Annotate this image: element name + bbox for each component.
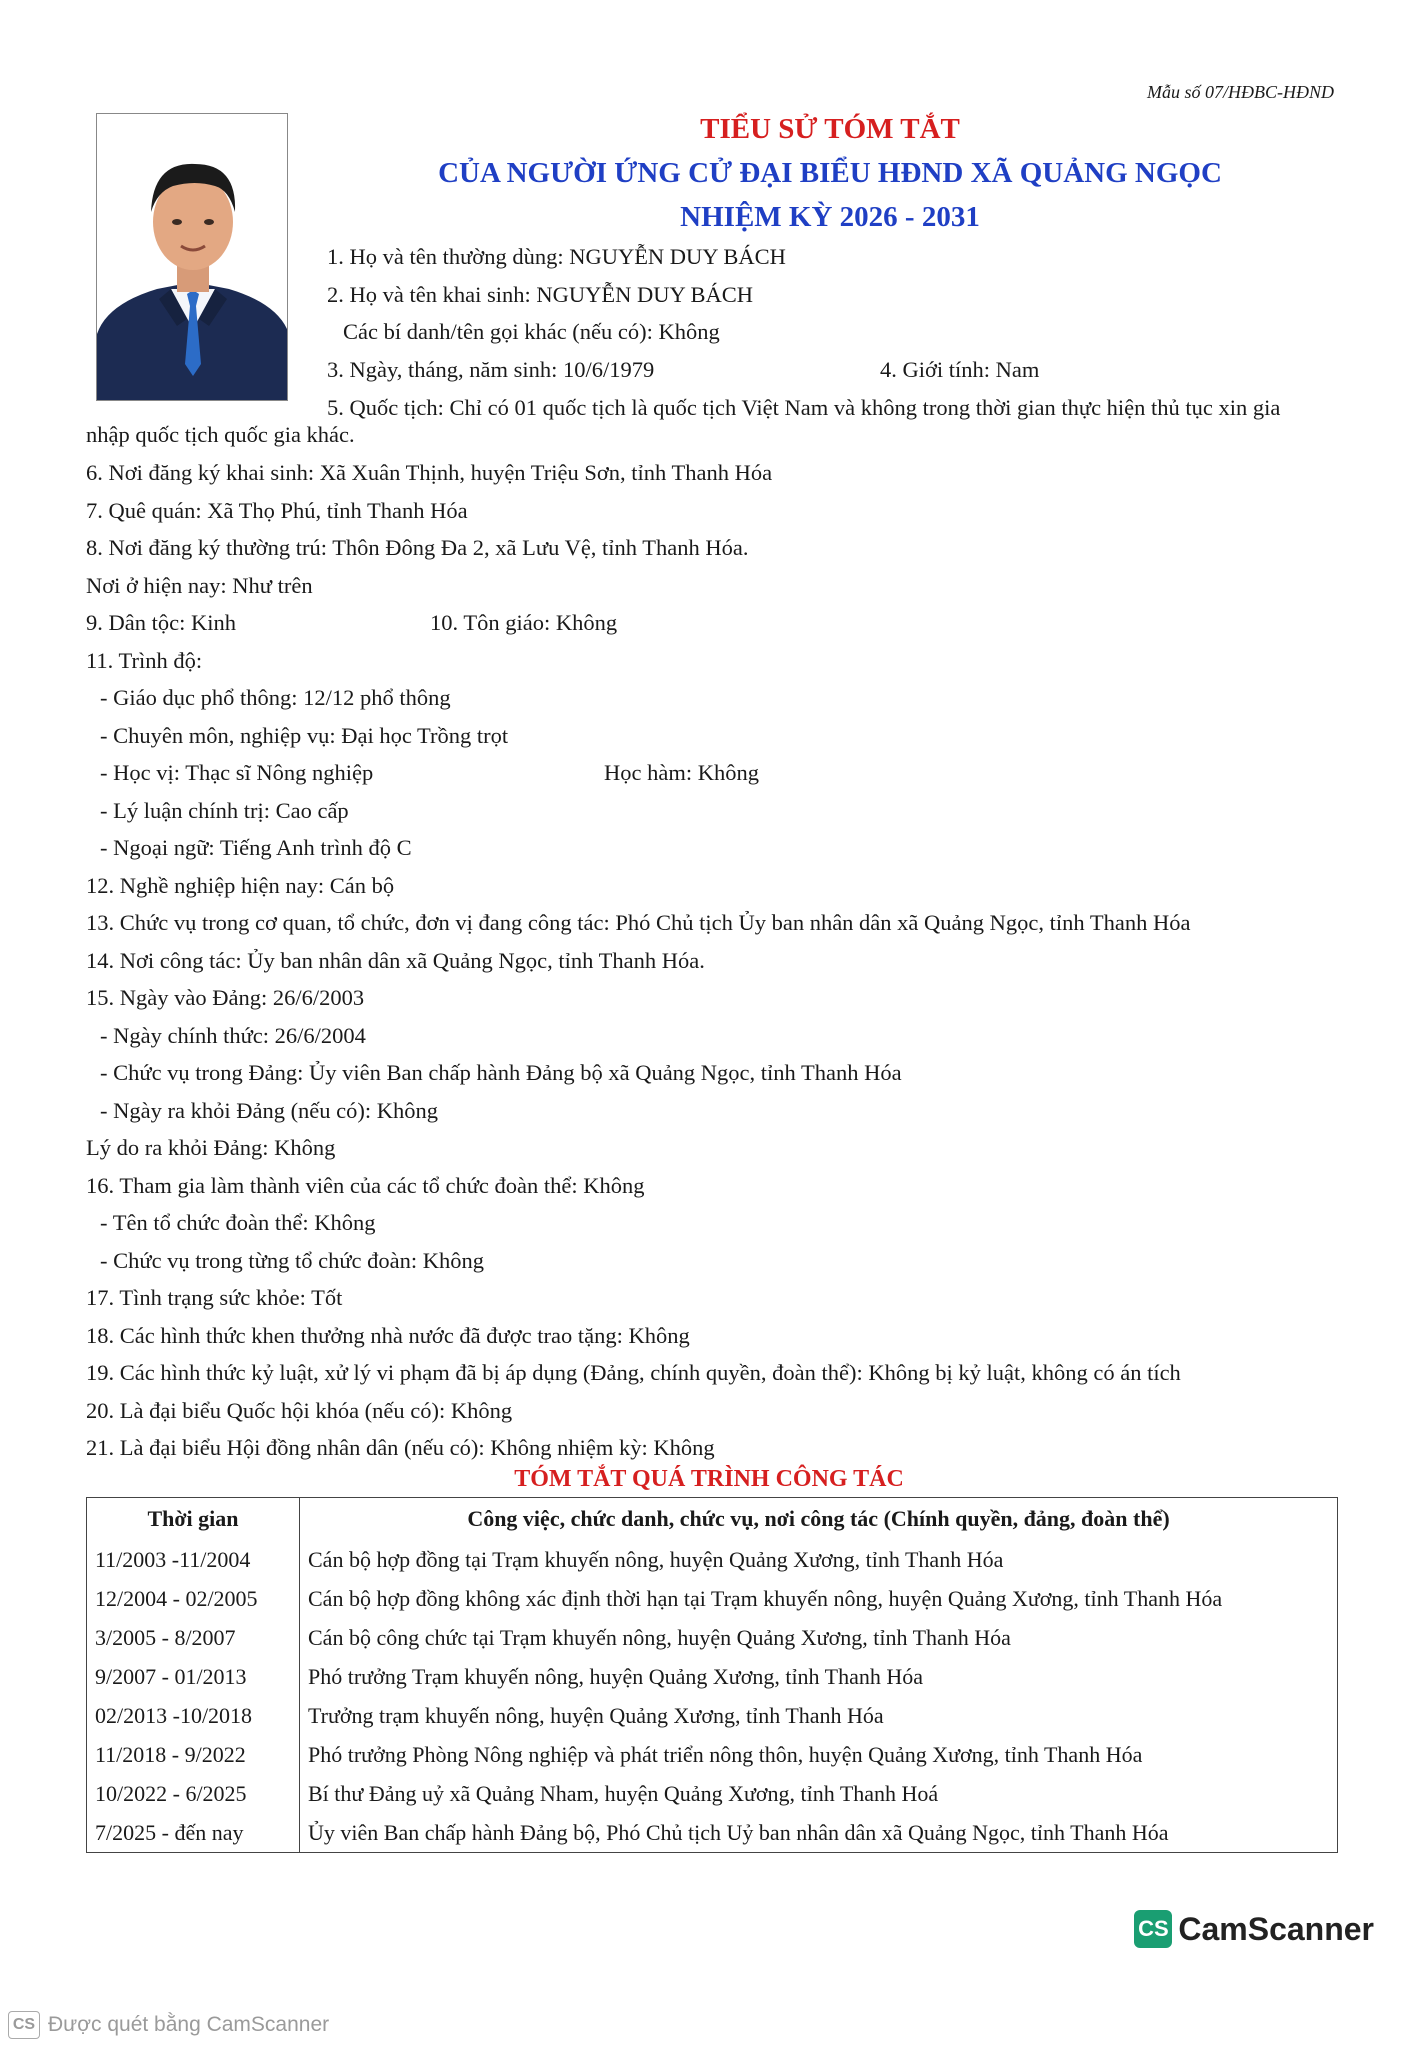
row-time: 11/2018 - 9/2022 bbox=[87, 1735, 300, 1774]
row-time: 10/2022 - 6/2025 bbox=[87, 1774, 300, 1813]
field-organization-name: - Tên tổ chức đoàn thể: Không bbox=[100, 1210, 376, 1235]
field-party-official-date: - Ngày chính thức: 26/6/2004 bbox=[100, 1023, 366, 1048]
field-workplace: 14. Nơi công tác: Ủy ban nhân dân xã Quảng Ngọc, tỉnh Thanh Hóa. bbox=[86, 948, 705, 973]
field-nationality-cont: nhập quốc tịch quốc gia khác. bbox=[86, 422, 355, 447]
row-description: Cán bộ công chức tại Trạm khuyến nông, huyện Quảng Xương, tỉnh Thanh Hóa bbox=[308, 1624, 1011, 1650]
row-description: Cán bộ hợp đồng không xác định thời hạn tại Trạm khuyến nông, huyện Quảng Xương, tỉnh Thanh Hóa bbox=[308, 1585, 1223, 1611]
table-row bbox=[87, 1540, 1338, 1579]
field-party-position: - Chức vụ trong Đảng: Ủy viên Ban chấp hành Đảng bộ xã Quảng Ngọc, tỉnh Thanh Hóa bbox=[100, 1060, 902, 1085]
scan-note-text: Được quét bằng CamScanner bbox=[48, 2013, 330, 2036]
field-birth-date: 3. Ngày, tháng, năm sinh: 10/6/1979 bbox=[327, 357, 655, 382]
form-code: Mẫu số 07/HĐBC-HĐND bbox=[1147, 82, 1334, 102]
camscanner-mini-icon: CS bbox=[8, 2011, 40, 2039]
work-history-table bbox=[86, 1497, 1338, 1853]
field-awards: 18. Các hình thức khen thưởng nhà nước đã được trao tặng: Không bbox=[86, 1323, 690, 1348]
field-party-leave-date: - Ngày ra khỏi Đảng (nếu có): Không bbox=[100, 1098, 439, 1123]
camscanner-logo bbox=[1134, 1910, 1374, 1948]
field-nationality: 5. Quốc tịch: Chỉ có 01 quốc tịch là quốc tịch Việt Nam và không trong thời gian thực hiện thủ tục xin gia bbox=[327, 395, 1281, 420]
field-common-name: 1. Họ và tên thường dùng: NGUYỄN DUY BÁCH bbox=[327, 244, 786, 269]
field-birth-registration: 6. Nơi đăng ký khai sinh: Xã Xuân Thịnh, huyện Triệu Sơn, tỉnh Thanh Hóa bbox=[86, 460, 773, 485]
row-description: Ủy viên Ban chấp hành Đảng bộ, Phó Chủ tịch Uỷ ban nhân dân xã Quảng Ngọc, tỉnh Thanh Hóa bbox=[308, 1819, 1169, 1845]
field-gender: 4. Giới tính: Nam bbox=[880, 357, 1040, 382]
field-organization-position: - Chức vụ trong từng tổ chức đoàn: Không bbox=[100, 1248, 485, 1273]
field-occupation: 12. Nghề nghiệp hiện nay: Cán bộ bbox=[86, 873, 395, 898]
row-time: 12/2004 - 02/2005 bbox=[87, 1579, 300, 1618]
field-organizations: 16. Tham gia làm thành viên của các tổ chức đoàn thể: Không bbox=[86, 1173, 645, 1198]
field-national-assembly: 20. Là đại biểu Quốc hội khóa (nếu có): Không bbox=[86, 1398, 513, 1423]
row-time: 9/2007 - 01/2013 bbox=[87, 1657, 300, 1696]
table-row bbox=[87, 1774, 1338, 1813]
field-specialty: - Chuyên môn, nghiệp vụ: Đại học Trồng trọt bbox=[100, 723, 509, 748]
work-history-title: TÓM TẮT QUÁ TRÌNH CÔNG TÁC bbox=[514, 1466, 904, 1492]
header-description: Công việc, chức danh, chức vụ, nơi công tác (Chính quyền, đảng, đoàn thể) bbox=[467, 1506, 1170, 1531]
scan-note bbox=[8, 2011, 329, 2039]
document-subtitle: CỦA NGƯỜI ỨNG CỬ ĐẠI BIỂU HĐND XÃ QUẢNG NGỌC bbox=[438, 157, 1222, 189]
field-ethnicity: 9. Dân tộc: Kinh bbox=[86, 610, 236, 635]
field-political-theory: - Lý luận chính trị: Cao cấp bbox=[100, 798, 349, 823]
term-title: NHIỆM KỲ 2026 - 2031 bbox=[680, 201, 980, 233]
table-row bbox=[87, 1696, 1338, 1735]
table-row bbox=[87, 1735, 1338, 1774]
field-permanent-residence: 8. Nơi đăng ký thường trú: Thôn Đông Đa 2, xã Lưu Vệ, tỉnh Thanh Hóa. bbox=[86, 535, 749, 560]
row-description: Phó trưởng Phòng Nông nghiệp và phát triển nông thôn, huyện Quảng Xương, tỉnh Thanh Hóa bbox=[308, 1741, 1143, 1767]
field-party-leave-reason: Lý do ra khỏi Đảng: Không bbox=[86, 1135, 336, 1160]
field-aliases: Các bí danh/tên gọi khác (nếu có): Không bbox=[343, 319, 720, 344]
row-time: 7/2025 - đến nay bbox=[87, 1813, 300, 1853]
field-health: 17. Tình trạng sức khỏe: Tốt bbox=[86, 1285, 343, 1310]
table-row bbox=[87, 1813, 1338, 1853]
field-academic-title: Học hàm: Không bbox=[604, 760, 759, 785]
row-description: Phó trưởng Trạm khuyến nông, huyện Quảng Xương, tỉnh Thanh Hóa bbox=[308, 1663, 924, 1689]
field-position: 13. Chức vụ trong cơ quan, tổ chức, đơn vị đang công tác: Phó Chủ tịch Ủy ban nhân dân xã Quảng Ngọc, tỉnh Thanh Hóa bbox=[86, 910, 1191, 935]
table-row bbox=[87, 1657, 1338, 1696]
field-discipline: 19. Các hình thức kỷ luật, xử lý vi phạm đã bị áp dụng (Đảng, chính quyền, đoàn thể): Không bị kỷ luật, không có án tích bbox=[86, 1360, 1181, 1385]
field-general-education: - Giáo dục phổ thông: 12/12 phổ thông bbox=[100, 685, 451, 710]
camscanner-logo-text: CamScanner bbox=[1178, 1910, 1374, 1947]
camscanner-icon: CS bbox=[1134, 1910, 1172, 1948]
document-title: TIỂU SỬ TÓM TẮT bbox=[700, 113, 960, 145]
field-peoples-council: 21. Là đại biểu Hội đồng nhân dân (nếu có): Không nhiệm kỳ: Không bbox=[86, 1435, 715, 1460]
row-time: 3/2005 - 8/2007 bbox=[87, 1618, 300, 1657]
field-education-heading: 11. Trình độ: bbox=[86, 648, 203, 673]
row-description: Bí thư Đảng uỷ xã Quảng Nham, huyện Quảng Xương, tỉnh Thanh Hoá bbox=[308, 1780, 939, 1806]
field-birth-name: 2. Họ và tên khai sinh: NGUYỄN DUY BÁCH bbox=[327, 282, 754, 307]
row-description: Trưởng trạm khuyến nông, huyện Quảng Xương, tỉnh Thanh Hóa bbox=[308, 1702, 884, 1728]
field-foreign-language: - Ngoại ngữ: Tiếng Anh trình độ C bbox=[100, 835, 412, 860]
field-current-residence: Nơi ở hiện nay: Như trên bbox=[86, 573, 313, 598]
row-time: 11/2003 -11/2004 bbox=[87, 1540, 300, 1579]
header-time: Thời gian bbox=[87, 1498, 300, 1541]
field-religion: 10. Tôn giáo: Không bbox=[430, 610, 618, 635]
field-party-join-date: 15. Ngày vào Đảng: 26/6/2003 bbox=[86, 985, 365, 1010]
table-row bbox=[87, 1618, 1338, 1657]
field-hometown: 7. Quê quán: Xã Thọ Phú, tỉnh Thanh Hóa bbox=[86, 498, 468, 523]
field-degree: - Học vị: Thạc sĩ Nông nghiệp bbox=[100, 760, 374, 785]
table-header-row bbox=[87, 1498, 1338, 1541]
row-description: Cán bộ hợp đồng tại Trạm khuyến nông, huyện Quảng Xương, tỉnh Thanh Hóa bbox=[308, 1546, 1004, 1572]
table-row bbox=[87, 1579, 1338, 1618]
row-time: 02/2013 -10/2018 bbox=[87, 1696, 300, 1735]
